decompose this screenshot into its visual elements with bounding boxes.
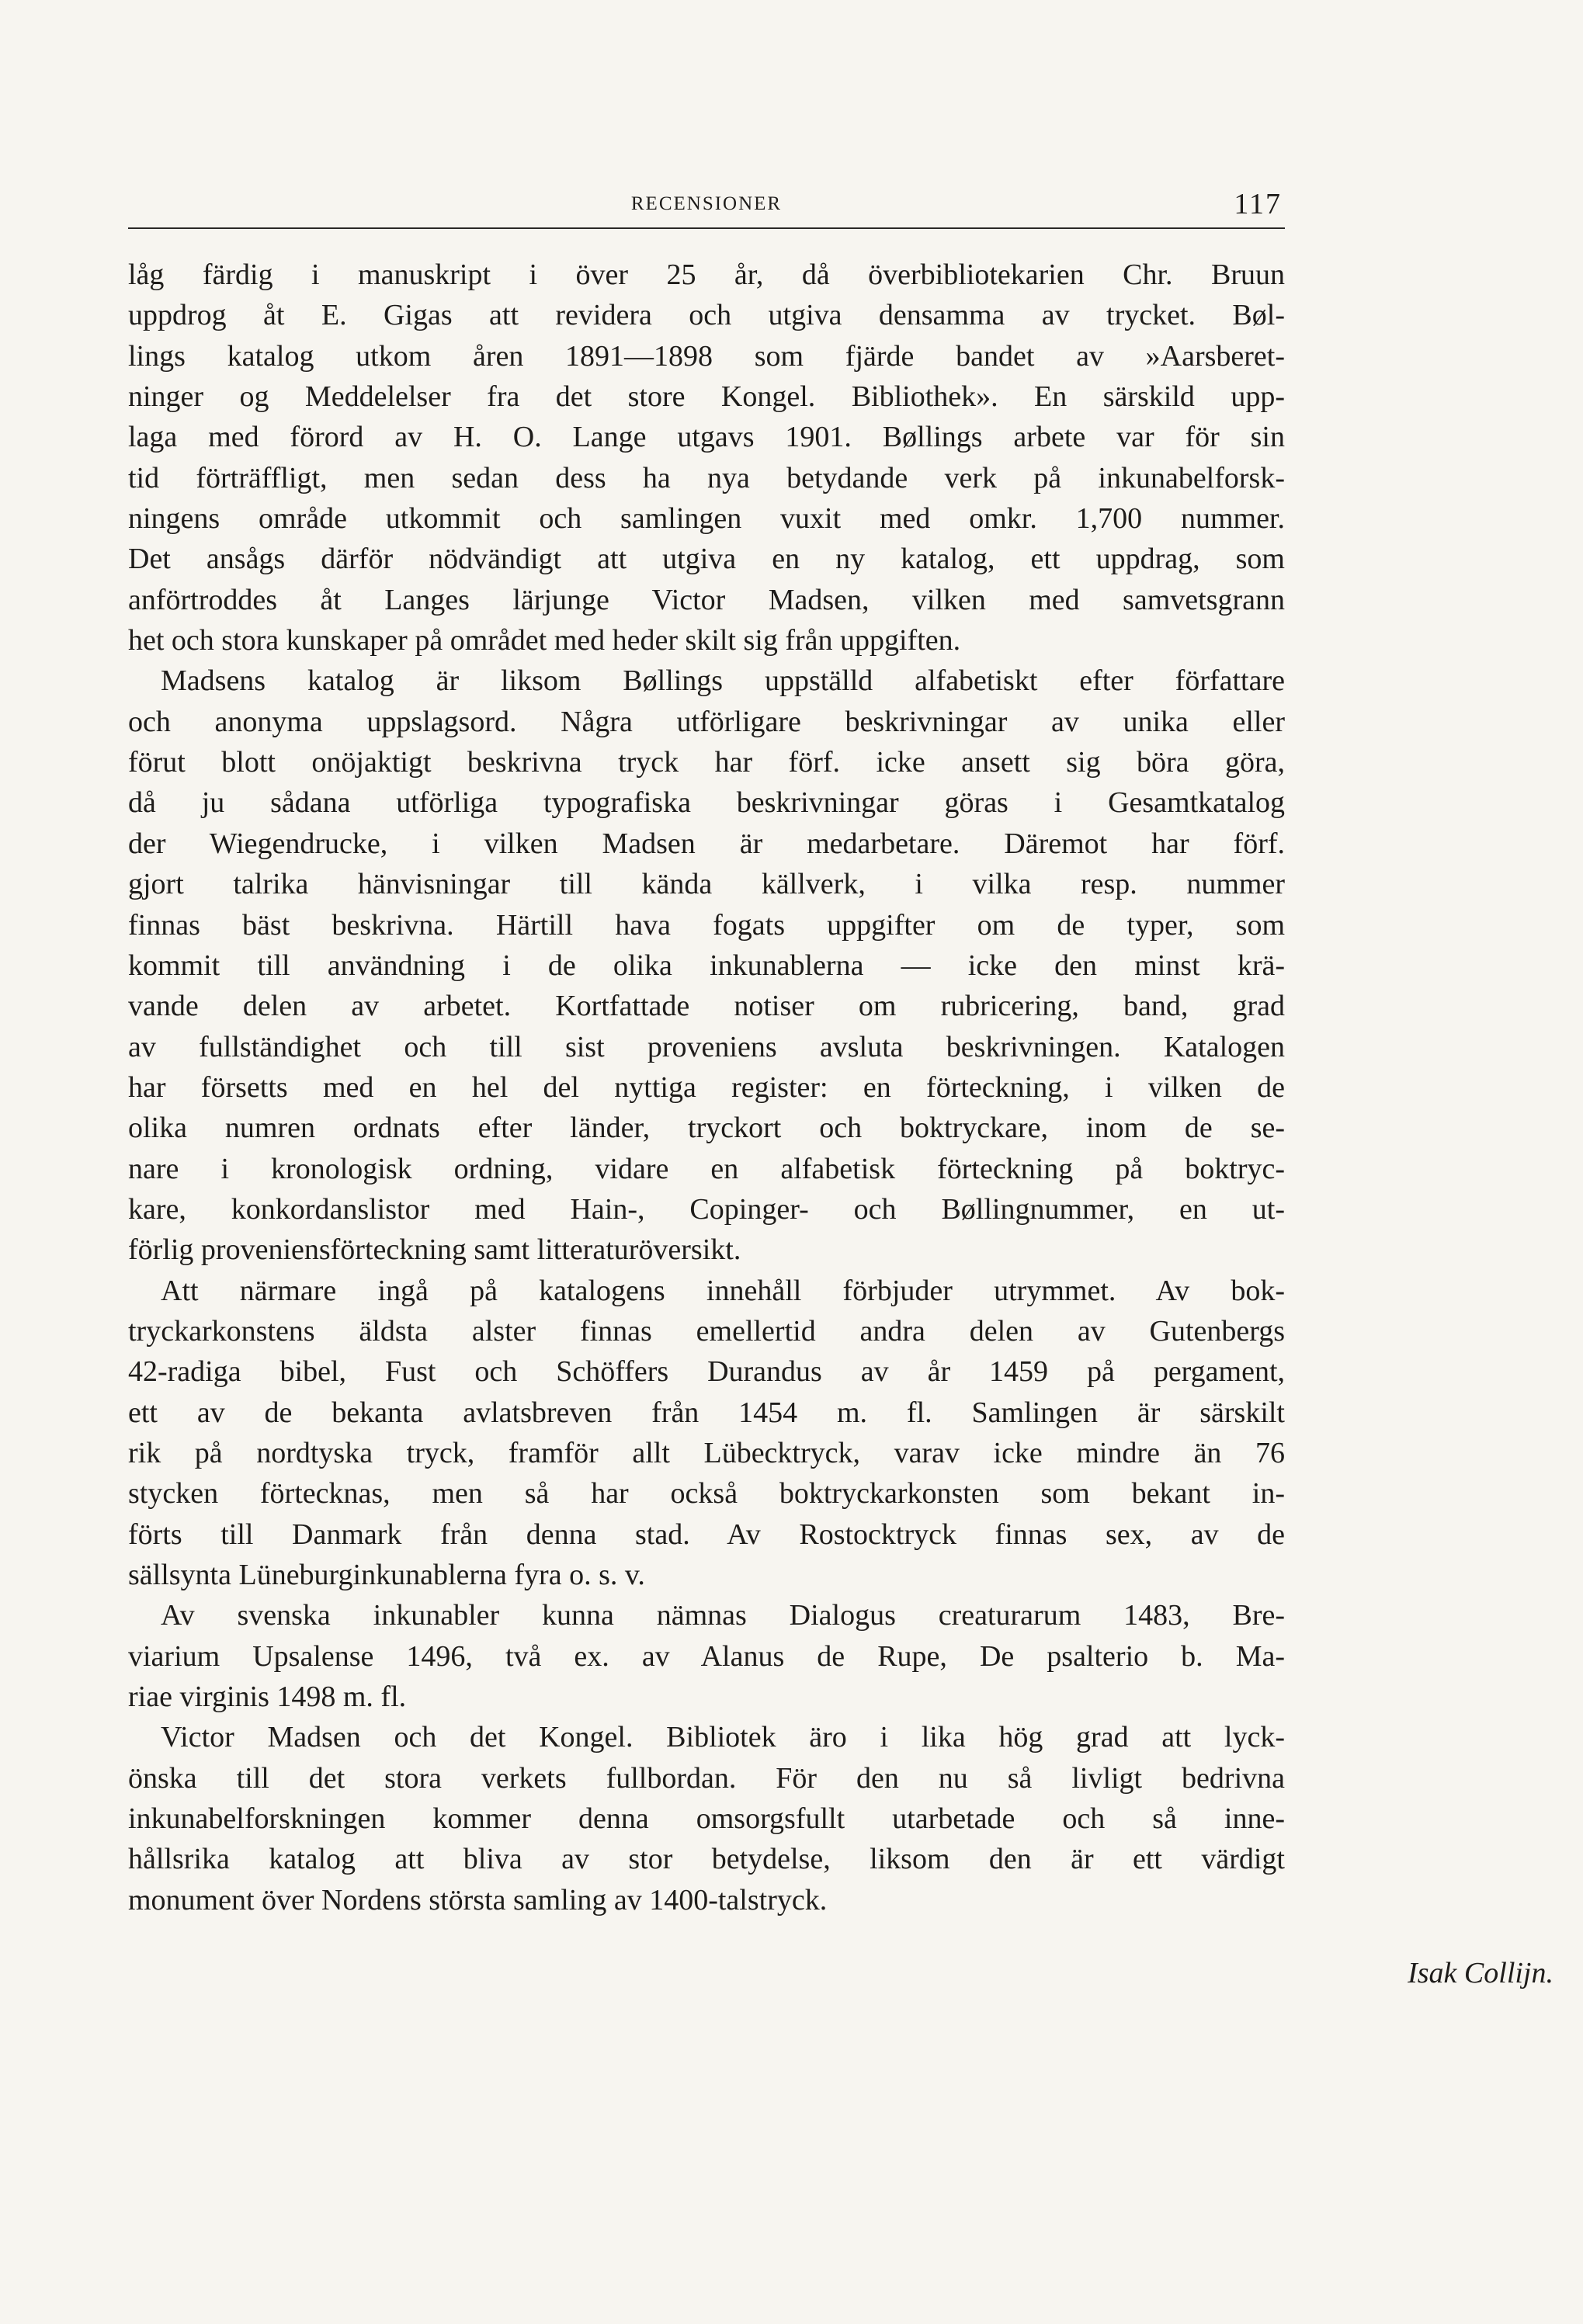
- text-line: stycken förtecknas, men så har också boktryckarkonsten som bekant in-: [128, 1477, 1285, 1511]
- text-line: förts till Danmark från denna stad. Av Rostocktryck finnas sex, av de: [128, 1518, 1285, 1551]
- text-line: ett av de bekanta avlatsbreven från 1454 m. fl. Samlingen är särskilt: [128, 1396, 1285, 1429]
- text-line: monument över Nordens största samling av 1400-talstryck.: [128, 1883, 828, 1916]
- text-line: kare, konkordanslistor med Hain-, Copinger- och Bøllingnummer, en ut-: [128, 1192, 1285, 1226]
- text-line: av fullständighet och till sist proveniens avsluta beskrivningen. Katalogen: [128, 1030, 1285, 1063]
- text-line: finnas bäst beskrivna. Härtill hava fogats uppgifter om de typer, som: [128, 908, 1285, 942]
- text-line: kommit till användning i de olika inkunablerna — icke den minst krä-: [128, 949, 1285, 982]
- text-line: 42-radiga bibel, Fust och Schöffers Durandus av år 1459 på pergament,: [128, 1355, 1285, 1389]
- text-line: der Wiegendrucke, i vilken Madsen är medarbetare. Däremot har förf.: [128, 827, 1285, 860]
- page-number: 117: [1234, 188, 1282, 220]
- text-line: tid förträffligt, men sedan dess ha nya betydande verk på inkunabelforsk-: [128, 461, 1285, 494]
- review-body-text: [128, 255, 1285, 1920]
- text-line: har försetts med en hel del nyttiga register: en förteckning, i vilken de: [128, 1070, 1285, 1104]
- text-line: förlig proveniensförteckning samt litteraturöversikt.: [128, 1233, 741, 1267]
- text-line: nare i kronologisk ordning, vidare en alfabetisk förteckning på boktryc-: [128, 1152, 1285, 1185]
- page-header: [128, 190, 1285, 229]
- text-line: Victor Madsen och det Kongel. Bibliotek äro i lika hög grad att lyck-: [161, 1721, 1285, 1754]
- text-line: ningens område utkommit och samlingen vuxit med omkr. 1,700 nummer.: [128, 502, 1285, 536]
- text-line: olika numren ordnats efter länder, tryckort och boktryckare, inom de se-: [128, 1112, 1285, 1145]
- text-line: gjort talrika hänvisningar till kända källverk, i vilka resp. nummer: [128, 868, 1285, 901]
- text-line: het och stora kunskaper på området med heder skilt sig från uppgiften.: [128, 624, 961, 657]
- text-line: rik på nordtyska tryck, framför allt Lübecktryck, varav icke mindre än 76: [128, 1436, 1285, 1469]
- text-line: vande delen av arbetet. Kortfattade notiser om rubricering, band, grad: [128, 990, 1285, 1023]
- text-line: anförtroddes åt Langes lärjunge Victor Madsen, vilken med samvetsgrann: [128, 583, 1285, 616]
- text-line: ninger og Meddelelser fra det store Kongel. Bibliothek». En särskild upp-: [128, 380, 1285, 414]
- text-line: hållsrika katalog att bliva av stor betydelse, liksom den är ett värdigt: [128, 1843, 1285, 1876]
- text-line: tryckarkonstens äldsta alster finnas emellertid andra delen av Gutenbergs: [128, 1314, 1285, 1348]
- text-line: och anonyma uppslagsord. Några utförligare beskrivningar av unika eller: [128, 705, 1285, 738]
- text-line: viarium Upsalense 1496, två ex. av Alanus de Rupe, De psalterio b. Ma-: [128, 1639, 1285, 1673]
- text-line: lings katalog utkom åren 1891—1898 som fjärde bandet av »Aarsberet-: [128, 339, 1285, 373]
- text-line: önska till det stora verkets fullbordan. För den nu så livligt bedrivna: [128, 1761, 1285, 1795]
- text-line: laga med förord av H. O. Lange utgavs 1901. Bøllings arbete var för sin: [128, 421, 1285, 454]
- text-line: låg färdig i manuskript i över 25 år, då överbibliotekarien Chr. Bruun: [128, 258, 1285, 291]
- text-line: Att närmare ingå på katalogens innehåll förbjuder utrymmet. Av bok-: [161, 1274, 1285, 1307]
- text-line: Det ansågs därför nödvändigt att utgiva en ny katalog, ett uppdrag, som: [128, 543, 1285, 576]
- text-line: inkunabelforskningen kommer denna omsorgsfullt utarbetade och så inne-: [128, 1802, 1285, 1836]
- running-head: RECENSIONER: [630, 193, 783, 214]
- text-line: sällsynta Lüneburginkunablerna fyra o. s. v.: [128, 1559, 645, 1591]
- author-signature: Isak Collijn.: [1408, 1957, 1553, 1989]
- text-line: förut blott onöjaktigt beskrivna tryck har förf. icke ansett sig böra göra,: [128, 746, 1285, 779]
- text-line: Madsens katalog är liksom Bøllings uppställd alfabetiskt efter författare: [161, 664, 1285, 698]
- text-line: då ju sådana utförliga typografiska beskrivningar göras i Gesamtkatalog: [128, 786, 1285, 820]
- text-line: uppdrog åt E. Gigas att revidera och utgiva densamma av trycket. Bøl-: [128, 299, 1285, 332]
- text-line: Av svenska inkunabler kunna nämnas Dialogus creaturarum 1483, Bre-: [161, 1599, 1285, 1632]
- text-line: riae virginis 1498 m. fl.: [128, 1681, 407, 1714]
